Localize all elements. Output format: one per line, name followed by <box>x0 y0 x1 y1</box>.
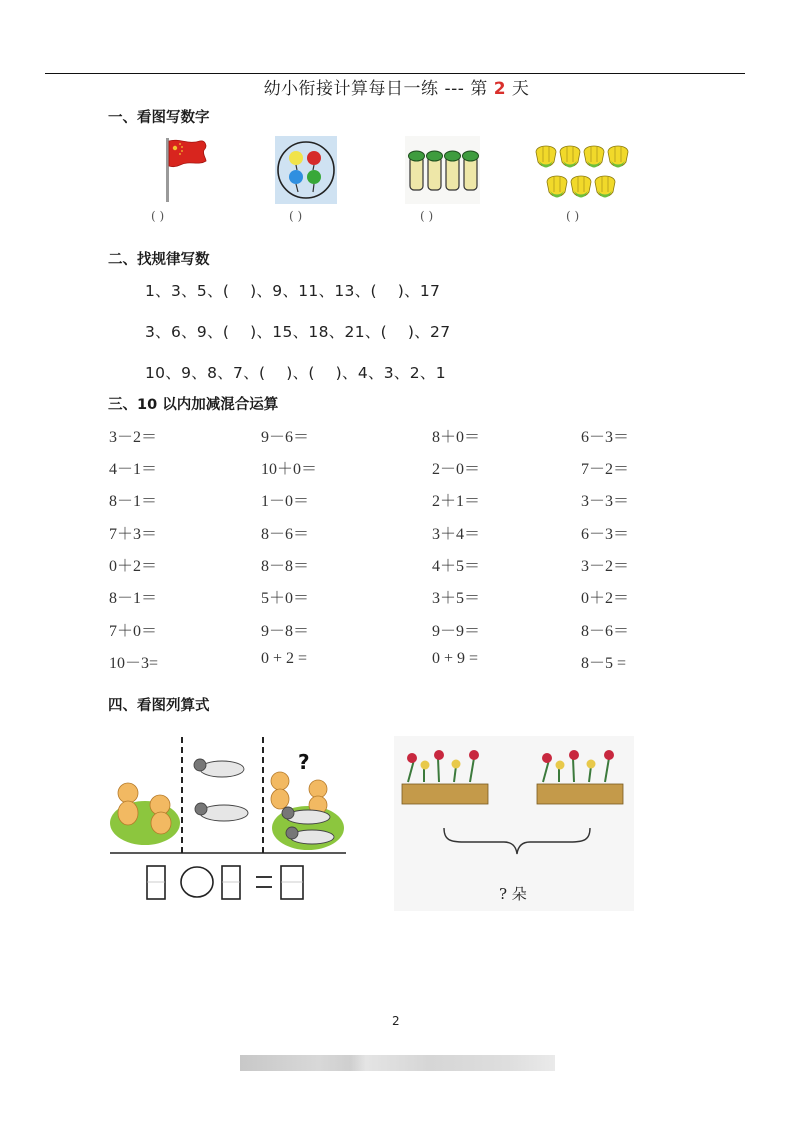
equation[interactable]: 8－1＝ <box>109 493 158 510</box>
equation[interactable]: 7－2＝ <box>581 461 630 478</box>
svg-text:?: ? <box>298 750 310 774</box>
equation[interactable]: 8－5 = <box>581 655 627 672</box>
answer-blank-corn[interactable]: ( ) <box>566 209 580 223</box>
equation[interactable]: 6－3＝ <box>581 526 630 543</box>
equation[interactable]: 0＋2＝ <box>109 558 158 575</box>
sequence-row-1[interactable]: 1、3、5、( )、9、11、13、( )、17 <box>145 282 441 300</box>
equation[interactable]: 3－2＝ <box>109 429 158 446</box>
equation[interactable]: 7＋0＝ <box>109 623 158 640</box>
equation[interactable]: 9－8＝ <box>261 623 310 640</box>
equation[interactable]: 3－3＝ <box>581 493 630 510</box>
title-suffix: 天 <box>506 79 530 99</box>
equation[interactable]: 2－0＝ <box>432 461 481 478</box>
dogs-picture <box>108 735 348 905</box>
equation[interactable]: 4－1＝ <box>109 461 158 478</box>
equation[interactable]: 9－6＝ <box>261 429 310 446</box>
equation[interactable]: 2＋1＝ <box>432 493 481 510</box>
equation[interactable]: 4＋5＝ <box>432 558 481 575</box>
page-number: 2 <box>392 1014 400 1028</box>
corn-picture <box>535 142 630 204</box>
flower-box-right <box>537 750 623 804</box>
equation[interactable]: 10＋0＝ <box>261 461 318 478</box>
answer-blank-flag[interactable]: ( ) <box>151 209 165 223</box>
equation[interactable]: 10－3= <box>109 655 159 672</box>
sequence-row-3[interactable]: 10、9、8、7、( )、( )、4、3、2、1 <box>145 364 446 382</box>
flowers-caption: ? 朵 <box>499 885 527 903</box>
equation[interactable]: 0 + 9 = <box>432 650 479 667</box>
equation[interactable]: 6－3＝ <box>581 429 630 446</box>
equation[interactable]: 8－8＝ <box>261 558 310 575</box>
answer-blank-balloons[interactable]: ( ) <box>289 209 303 223</box>
equation[interactable]: 8－6＝ <box>581 623 630 640</box>
equation[interactable]: 8－1＝ <box>109 590 158 607</box>
equation[interactable]: 1－0＝ <box>261 493 310 510</box>
sequence-row-2[interactable]: 3、6、9、( )、15、18、21、( )、27 <box>145 323 451 341</box>
day-number: 2 <box>493 79 507 99</box>
equation[interactable]: 3＋5＝ <box>432 590 481 607</box>
equation[interactable]: 7＋3＝ <box>109 526 158 543</box>
equation[interactable]: 3－2＝ <box>581 558 630 575</box>
section3-heading: 三、10 以内加减混合运算 <box>108 397 279 413</box>
title-text: 幼小衔接计算每日一练 --- 第 <box>263 79 494 99</box>
balloons-picture <box>275 136 337 204</box>
equation[interactable]: 0 + 2 = <box>261 650 308 667</box>
flower-box-left <box>402 750 488 804</box>
equation[interactable]: 9－9＝ <box>432 623 481 640</box>
equation[interactable]: 3＋4＝ <box>432 526 481 543</box>
section2-heading: 二、找规律写数 <box>108 252 210 268</box>
equation[interactable]: 5＋0＝ <box>261 590 310 607</box>
blurred-footer-watermark <box>240 1055 555 1071</box>
section1-heading: 一、看图写数字 <box>108 110 210 126</box>
page-title <box>0 74 793 99</box>
equation[interactable]: 8＋0＝ <box>432 429 481 446</box>
equation[interactable]: 8－6＝ <box>261 526 310 543</box>
flowers-picture <box>394 736 634 911</box>
answer-blank-pencils[interactable]: ( ) <box>420 209 434 223</box>
section4-heading: 四、看图列算式 <box>108 698 210 714</box>
pencils-picture <box>405 136 480 204</box>
red-flag-picture <box>150 136 220 204</box>
equation[interactable]: 0＋2＝ <box>581 590 630 607</box>
